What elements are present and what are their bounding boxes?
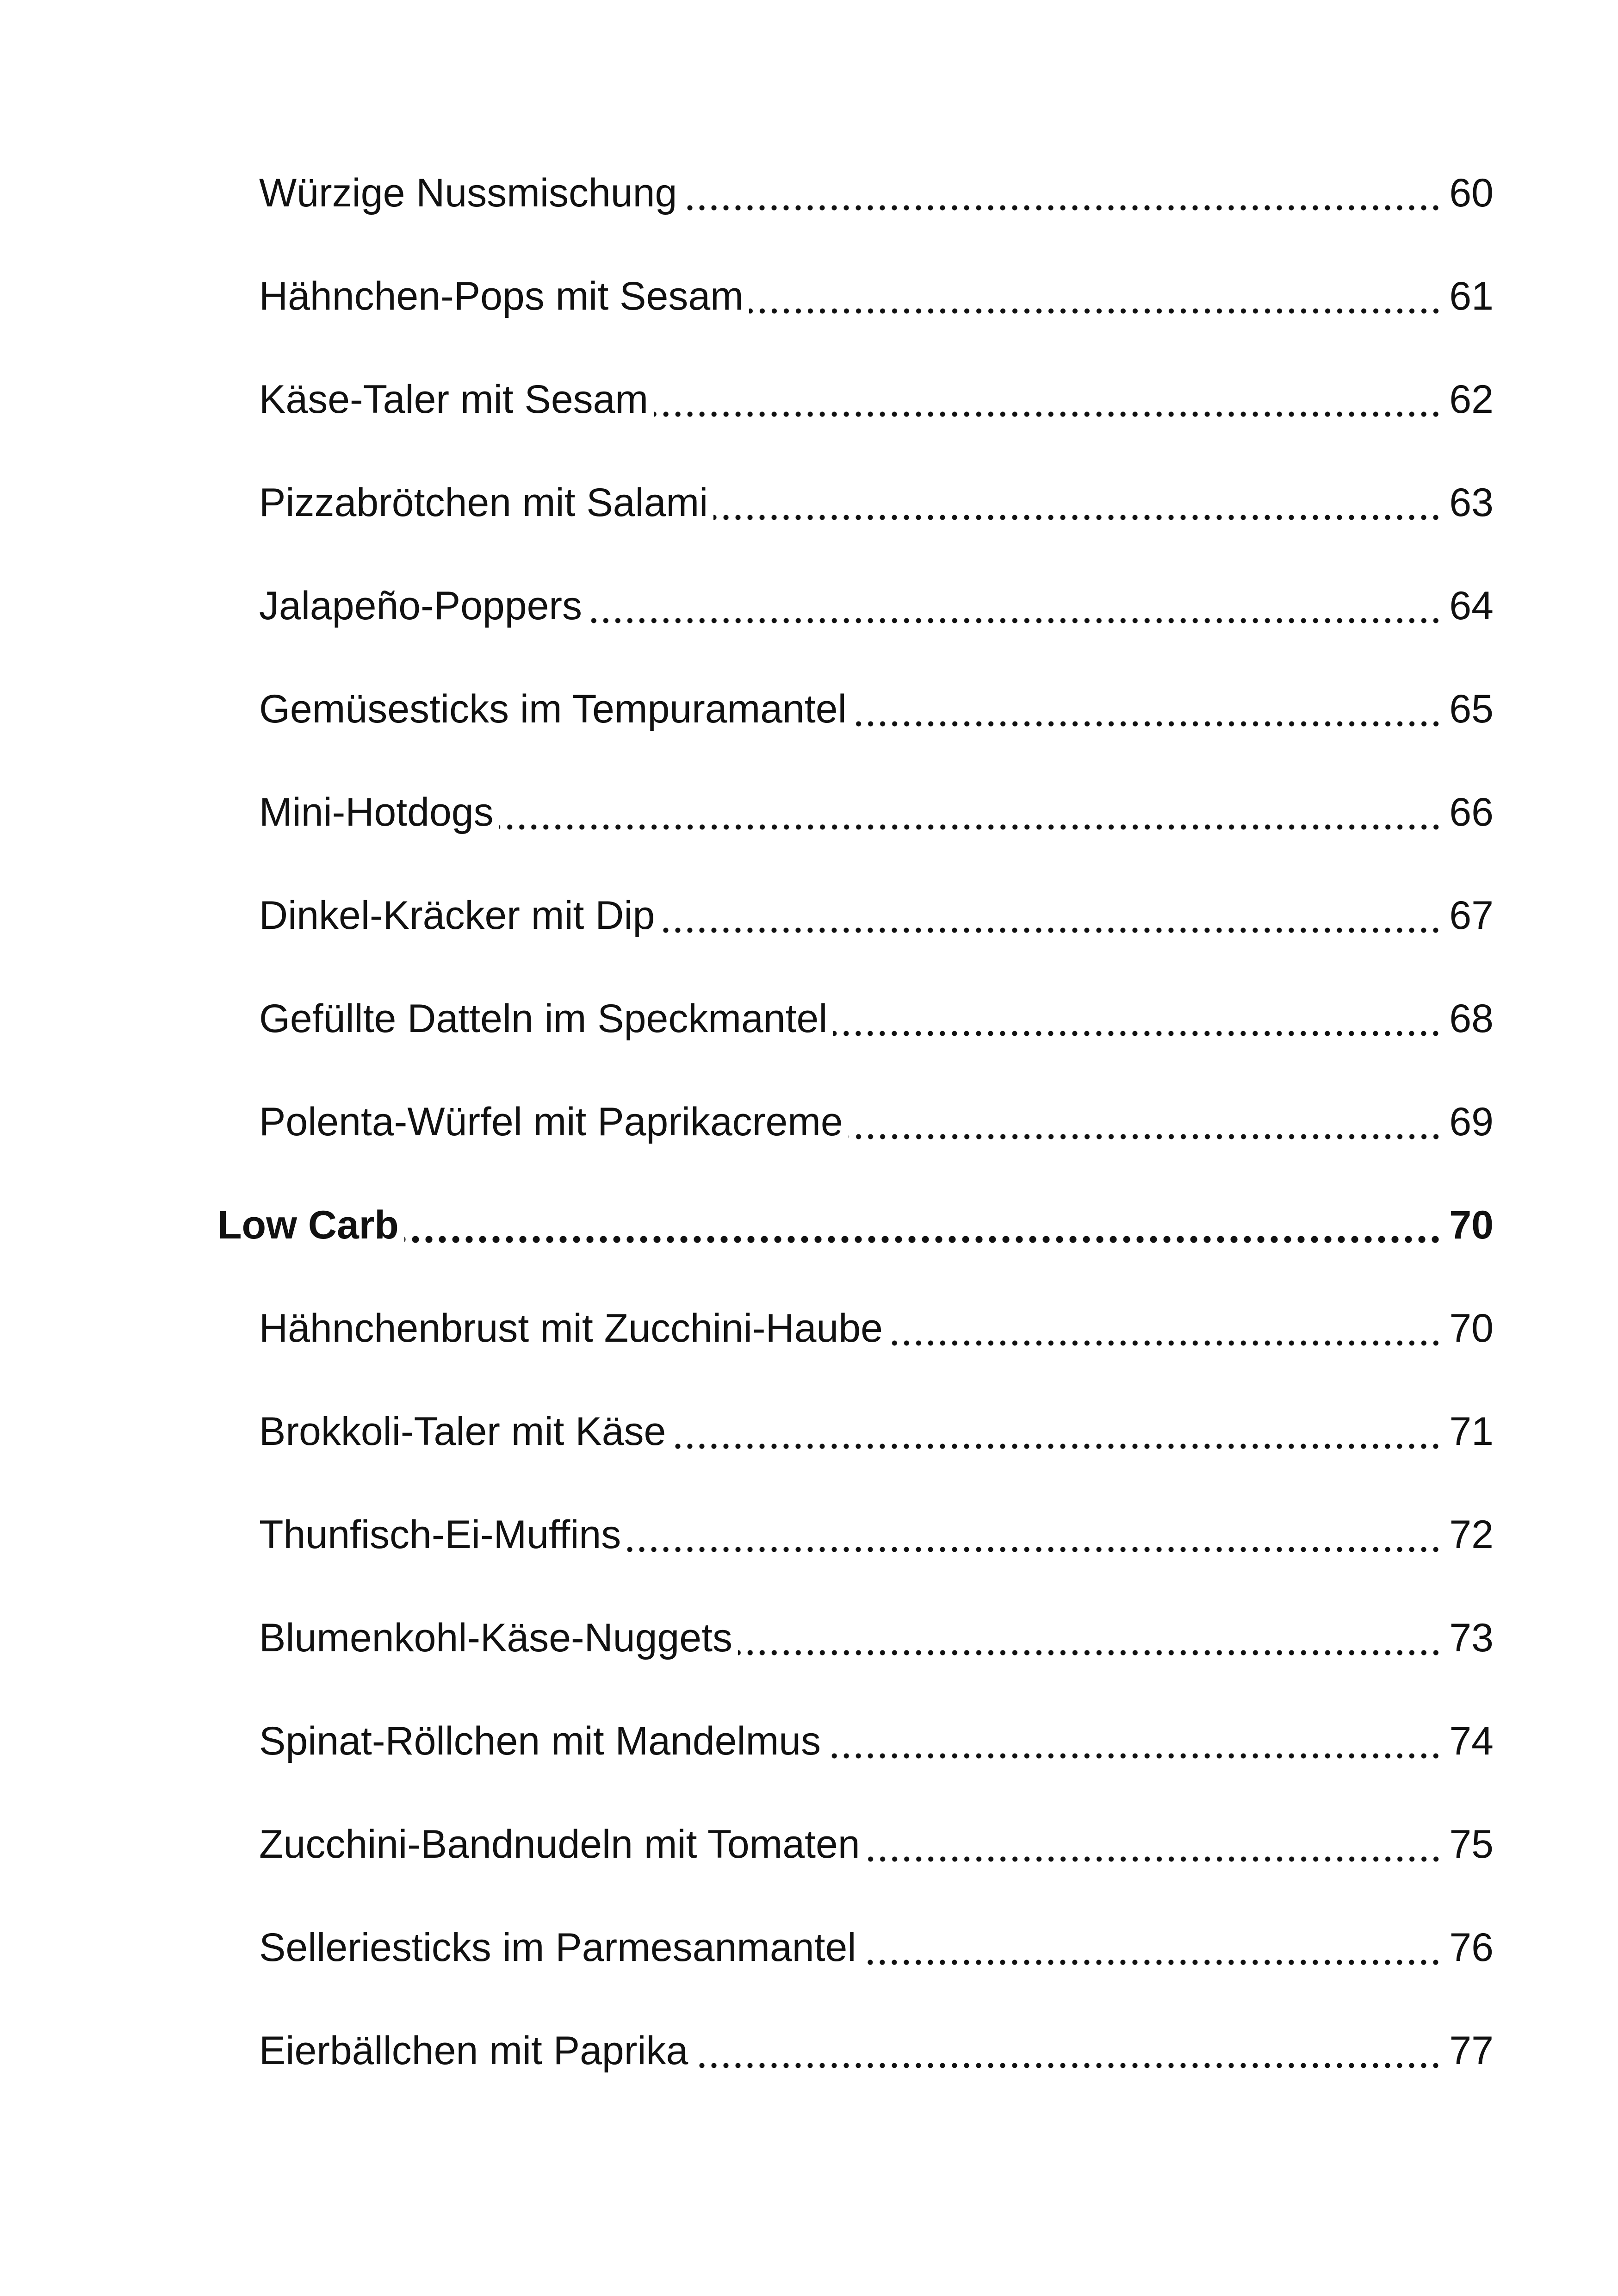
- toc-dot-leader: [588, 617, 1442, 624]
- toc-entry-page: 65: [1449, 687, 1494, 731]
- toc-entry-spinat-roellchen[interactable]: [259, 1692, 1494, 1761]
- toc-entry-page: 72: [1449, 1512, 1494, 1557]
- toc-entry-page: 68: [1449, 996, 1494, 1041]
- toc-entry-kaese-taler[interactable]: [259, 350, 1494, 422]
- toc-entry-title: Gemüsesticks im Tempuramantel: [259, 687, 847, 731]
- toc-entry-title: Mini-Hotdogs: [259, 790, 494, 834]
- toc-entry-wuerzige-nussmischung[interactable]: [259, 143, 1494, 213]
- toc-entry-haehnchenbrust[interactable]: [259, 1279, 1494, 1348]
- toc-entry-page: 76: [1449, 1925, 1494, 1970]
- toc-dot-leader: [852, 721, 1442, 727]
- toc-dot-leader: [866, 1856, 1442, 1862]
- toc-entry-page: 67: [1449, 893, 1494, 938]
- toc-entry-gemuesesticks[interactable]: [259, 660, 1494, 729]
- toc-entry-zucchini-bandnudeln[interactable]: [259, 1795, 1494, 1867]
- toc-entry-dinkel-kraecker[interactable]: [259, 866, 1494, 938]
- toc-entry-page: 60: [1449, 171, 1494, 215]
- toc-section-page: 70: [1449, 1203, 1494, 1247]
- toc-dot-leader: [749, 308, 1442, 314]
- toc-entry-page: 66: [1449, 790, 1494, 834]
- toc-entry-title: Gefüllte Datteln im Speckmantel: [259, 996, 828, 1041]
- toc-entry-page: 71: [1449, 1409, 1494, 1454]
- toc-entry-title: Zucchini-Bandnudeln mit Tomaten: [259, 1822, 860, 1867]
- toc-entry-page: 75: [1449, 1822, 1494, 1867]
- toc-entry-thunfisch-ei-muffins[interactable]: [259, 1485, 1494, 1555]
- toc-dot-leader: [826, 1753, 1442, 1759]
- toc-entry-gefuellte-datteln[interactable]: [259, 969, 1494, 1039]
- toc-entry-eierbaellchen[interactable]: [259, 2001, 1494, 2071]
- toc-entry-page: 69: [1449, 1100, 1494, 1144]
- toc-dot-leader: [671, 1443, 1442, 1450]
- toc-section-low-carb[interactable]: [217, 1176, 1494, 1245]
- toc-entry-title: Selleriesticks im Parmesanmantel: [259, 1925, 856, 1970]
- toc-entry-page: 61: [1449, 274, 1494, 318]
- toc-entry-haehnchen-pops[interactable]: [259, 247, 1494, 316]
- toc-entry-title: Käse-Taler mit Sesam: [259, 377, 649, 422]
- toc-entry-page: 63: [1449, 480, 1494, 525]
- toc-entry-title: Jalapeño-Poppers: [259, 584, 583, 628]
- toc-dot-leader: [404, 1236, 1442, 1243]
- toc-entry-title: Pizzabrötchen mit Salami: [259, 480, 708, 525]
- toc-entry-jalapeno-poppers[interactable]: [259, 556, 1494, 626]
- toc-entry-title: Hähnchenbrust mit Zucchini-Haube: [259, 1306, 883, 1350]
- toc-dot-leader: [654, 411, 1442, 417]
- toc-dot-leader: [626, 1546, 1442, 1553]
- toc-entry-title: Eierbällchen mit Paprika: [259, 2028, 688, 2073]
- toc-entry-page: 62: [1449, 377, 1494, 422]
- toc-dot-leader: [713, 514, 1442, 521]
- toc-entry-title: Polenta-Würfel mit Paprikacreme: [259, 1100, 843, 1144]
- toc-dot-leader: [738, 1649, 1442, 1656]
- toc-entry-page: 74: [1449, 1719, 1494, 1763]
- toc-section-title: Low Carb: [217, 1203, 399, 1247]
- toc-entry-brokkoli-taler[interactable]: [259, 1382, 1494, 1454]
- toc-dot-leader: [694, 2062, 1442, 2069]
- toc-entry-page: 64: [1449, 584, 1494, 628]
- toc-dot-leader: [888, 1340, 1442, 1346]
- toc-entry-mini-hotdogs[interactable]: [259, 763, 1494, 832]
- toc-entry-page: 73: [1449, 1616, 1494, 1660]
- toc-dot-leader: [660, 927, 1442, 933]
- toc-entry-blumenkohl-nuggets[interactable]: [259, 1588, 1494, 1658]
- toc-dot-leader: [849, 1133, 1442, 1140]
- toc-entry-page: 70: [1449, 1306, 1494, 1350]
- toc-entry-title: Thunfisch-Ei-Muffins: [259, 1512, 621, 1557]
- toc-entry-title: Spinat-Röllchen mit Mandelmus: [259, 1719, 821, 1763]
- toc-dot-leader: [499, 824, 1442, 830]
- toc-entry-selleriesticks[interactable]: [259, 1898, 1494, 1970]
- toc-entry-page: 77: [1449, 2028, 1494, 2073]
- toc-dot-leader: [833, 1030, 1442, 1037]
- toc-entry-title: Dinkel-Kräcker mit Dip: [259, 893, 655, 938]
- toc-dot-leader: [862, 1959, 1442, 1966]
- toc-entry-title: Brokkoli-Taler mit Käse: [259, 1409, 666, 1454]
- toc-entry-title: Würzige Nussmischung: [259, 171, 677, 215]
- toc-dot-leader: [682, 205, 1442, 211]
- toc-entry-polenta-wuerfel[interactable]: [259, 1072, 1494, 1142]
- toc-entry-pizzabroetchen[interactable]: [259, 453, 1494, 523]
- toc-entry-title: Hähnchen-Pops mit Sesam: [259, 274, 744, 318]
- toc-entry-title: Blumenkohl-Käse-Nuggets: [259, 1616, 732, 1660]
